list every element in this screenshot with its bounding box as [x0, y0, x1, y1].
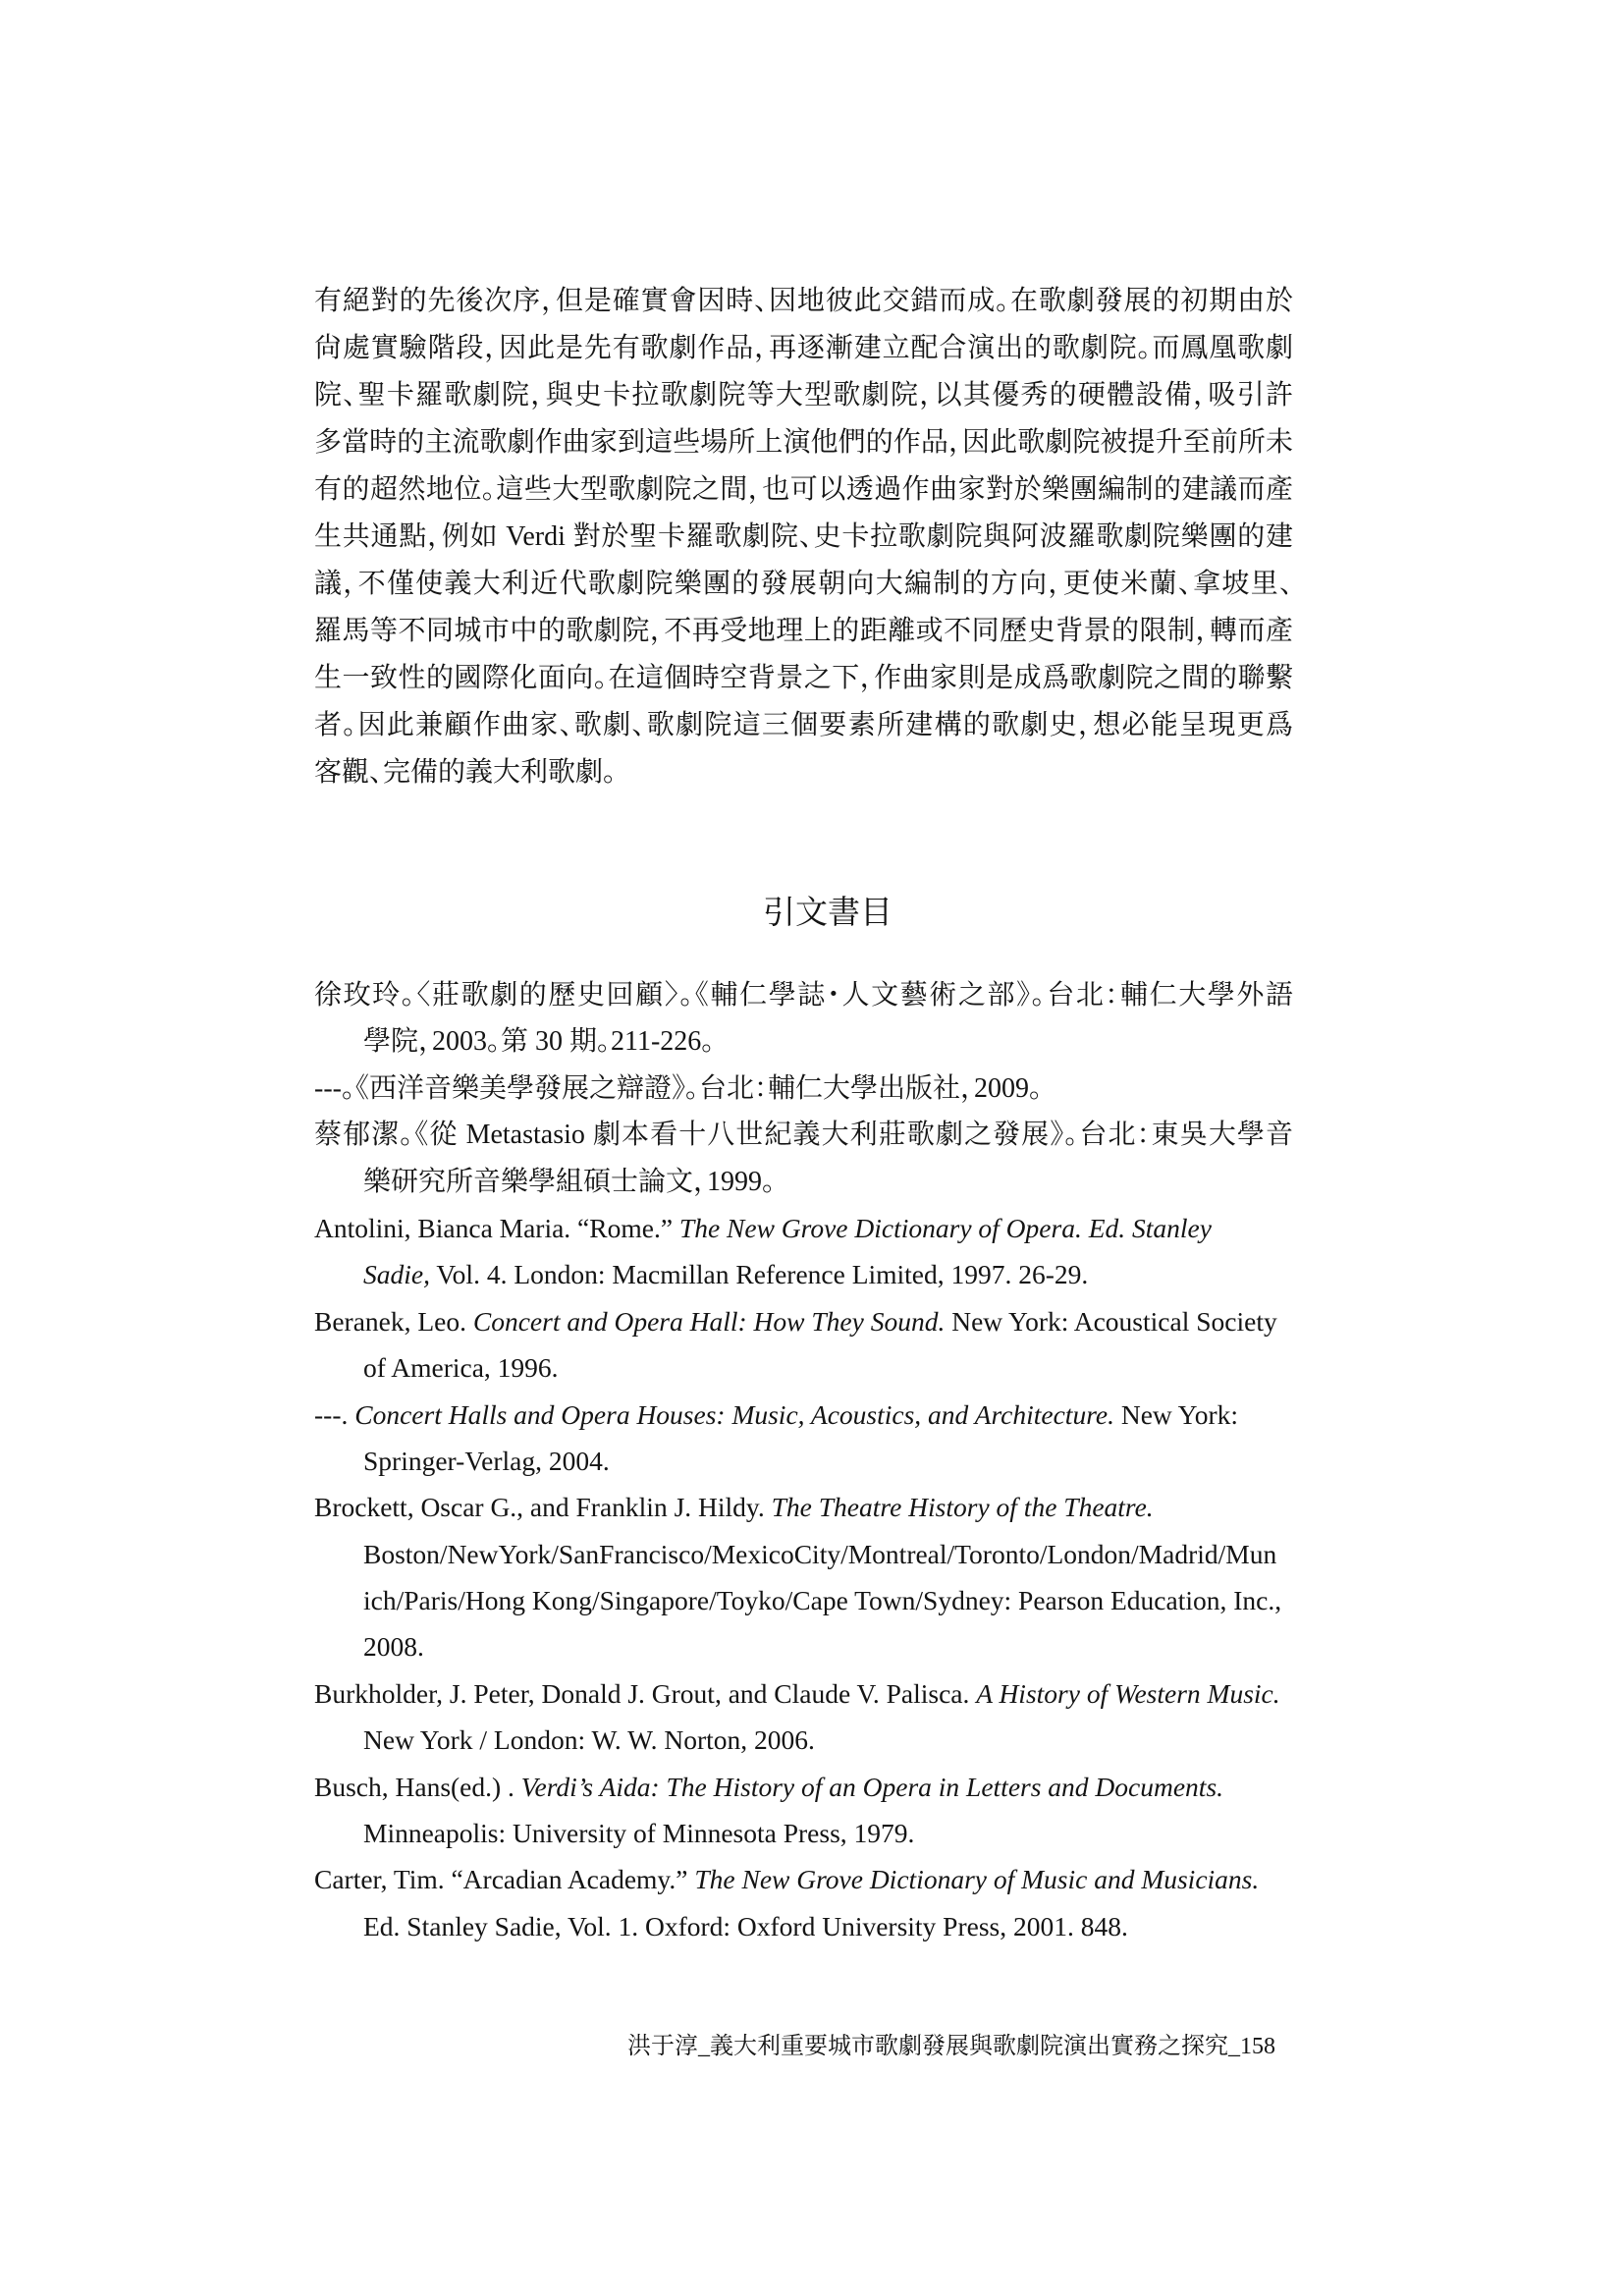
entry-text: New York: Acoustical Society: [945, 1305, 1277, 1337]
entry-text: Burkholder, J. Peter, Donald J. Grout, and Claude V. Palisca.: [314, 1677, 977, 1709]
bibliography-entry: [314, 1112, 1293, 1205]
entry-text: Minneapolis: University of Minnesota Press, 1979.: [363, 1818, 915, 1849]
entry-text: 蔡郁潔。《從 Metastasio 劇本看十八世紀義大利莊歌劇之發展》。台北：東吳大學音: [314, 1120, 1293, 1151]
entry-text: Antolini, Bianca Maria. “Rome.”: [314, 1212, 679, 1243]
entry-text: 2008.: [363, 1631, 424, 1663]
body-text-line: 有絕對的先後次序，但是確實會因時、因地彼此交錯而成。在歌劇發展的初期由於: [314, 286, 1293, 316]
bibliography-line: [314, 1856, 1293, 1902]
bibliography-entry: [314, 1205, 1293, 1298]
bibliography-line: [314, 1066, 1293, 1112]
entry-text: 學院，2003。第 30 期。211-226。: [363, 1026, 716, 1058]
bibliography-entry: [314, 1066, 1293, 1112]
bibliography-entry: [314, 972, 1293, 1066]
entry-text: Ed. Stanley Sadie, Vol. 1. Oxford: Oxford University Press, 2001. 848.: [363, 1910, 1128, 1941]
page-footer: 洪于淳_義大利重要城市歌劇發展與歌劇院演出實務之探究_158: [627, 2034, 1275, 2059]
entry-text: of America, 1996.: [363, 1352, 559, 1384]
bibliography-line: [314, 1112, 1293, 1158]
bibliography-line: [363, 1438, 1293, 1484]
entry-text: Springer-Verlag, 2004.: [363, 1445, 610, 1476]
body-text-line: 尙處實驗階段，因此是先有歌劇作品，再逐漸建立配合演出的歌劇院。而鳳凰歌劇: [314, 333, 1293, 363]
entry-text: Beranek, Leo.: [314, 1305, 473, 1337]
bibliography-entry: [314, 1392, 1293, 1485]
body-paragraph: [314, 278, 1293, 796]
entry-text: Carter, Tim. “Arcadian Academy.”: [314, 1864, 695, 1895]
bibliography-entry: [314, 1484, 1293, 1670]
entry-title: Concert and Opera Hall: How They Sound.: [472, 1305, 946, 1337]
bibliography-line: [363, 1810, 1293, 1856]
bibliography-entry: [314, 1298, 1293, 1392]
entry-text: ---.: [314, 1398, 355, 1430]
bibliography-line: [363, 1623, 1293, 1669]
bibliography-line: [363, 1018, 1293, 1065]
entry-title: The Theatre History of the Theatre.: [771, 1492, 1154, 1523]
body-text-line: 生一致性的國際化面向。在這個時空背景之下，作曲家則是成爲歌劇院之間的聯繫: [314, 663, 1293, 693]
bibliography-line: [363, 1903, 1293, 1949]
entry-text: Boston/NewYork/SanFrancisco/MexicoCity/Montreal/Toronto/London/Madrid/Mun: [363, 1538, 1277, 1569]
body-text-line: 院、聖卡羅歌劇院，與史卡拉歌劇院等大型歌劇院，以其優秀的硬體設備，吸引許: [314, 380, 1293, 410]
entry-text: 徐玫玲。〈莊歌劇的歷史回顧〉。《輔仁學誌・人文藝術之部》。台北：輔仁大學外語: [314, 980, 1293, 1011]
bibliography-line: [363, 1717, 1293, 1763]
bibliography-line: [363, 1344, 1293, 1391]
bibliography-entry: [314, 1670, 1293, 1764]
bibliography-line: [314, 1764, 1293, 1810]
bibliography-line: [363, 1531, 1293, 1577]
bibliography-line: [314, 1670, 1293, 1717]
body-text-line: 者。因此兼顧作曲家、歌劇、歌劇院這三個要素所建構的歌劇史，想必能呈現更爲: [314, 710, 1293, 740]
bibliography-line: [363, 1159, 1293, 1205]
entry-text: ---。《西洋音樂美學發展之辯證》。台北：輔仁大學出版社，2009。: [314, 1072, 1043, 1104]
body-text-line: 客觀、完備的義大利歌劇。: [314, 757, 618, 788]
bibliography-line: [363, 1251, 1293, 1297]
body-text-line: 羅馬等不同城市中的歌劇院，不再受地理上的距離或不同歷史背景的限制，轉而產: [314, 616, 1293, 646]
entry-title: The New Grove Dictionary of Music and Musicians.: [694, 1864, 1260, 1895]
bibliography-line: [314, 1484, 1293, 1530]
bibliography-list: [314, 972, 1293, 1949]
entry-text: New York:: [1113, 1398, 1239, 1430]
body-text-line: 生共通點，例如 Verdi 對於聖卡羅歌劇院、史卡拉歌劇院與阿波羅歌劇院樂團的建: [314, 521, 1293, 552]
entry-title: The New Grove Dictionary of Opera. Ed. Stanley: [678, 1212, 1212, 1243]
body-text-line: 有的超然地位。這些大型歌劇院之間，也可以透過作曲家對於樂團編制的建議而產: [314, 474, 1293, 505]
entry-title: Concert Halls and Opera Houses: Music, Acoustics, and Architecture.: [354, 1398, 1114, 1430]
entry-text: 樂研究所音樂學組碩士論文，1999。: [363, 1166, 777, 1197]
bibliography-entry: [314, 1856, 1293, 1949]
bibliography-line: [314, 1205, 1293, 1251]
entry-text: New York / London: W. W. Norton, 2006.: [363, 1724, 815, 1756]
entry-title: Sadie,: [363, 1259, 430, 1290]
bibliography-line: [314, 1392, 1293, 1438]
entry-text: Busch, Hans(ed.) .: [314, 1771, 521, 1802]
bibliography-line: [314, 972, 1293, 1018]
entry-text: ich/Paris/Hong Kong/Singapore/Toyko/Cape Town/Sydney: Pearson Education, Inc.,: [363, 1585, 1282, 1616]
entry-text: Brockett, Oscar G., and Franklin J. Hildy.: [314, 1492, 772, 1523]
body-text-line: 多當時的主流歌劇作曲家到這些場所上演他們的作品，因此歌劇院被提升至前所未: [314, 427, 1293, 458]
entry-title: Verdi’s Aida: The History of an Opera in Letters and Documents.: [520, 1771, 1224, 1802]
entry-text: Vol. 4. London: Macmillan Reference Limited, 1997. 26-29.: [429, 1259, 1089, 1290]
bibliography-heading: 引文書目: [763, 896, 893, 931]
bibliography-line: [314, 1298, 1293, 1344]
body-text-line: 議，不僅使義大利近代歌劇院樂團的發展朝向大編制的方向，更使米蘭、拿坡里、: [314, 569, 1293, 599]
entry-title: A History of Western Music.: [976, 1677, 1280, 1709]
bibliography-entry: [314, 1764, 1293, 1857]
bibliography-line: [363, 1577, 1293, 1623]
